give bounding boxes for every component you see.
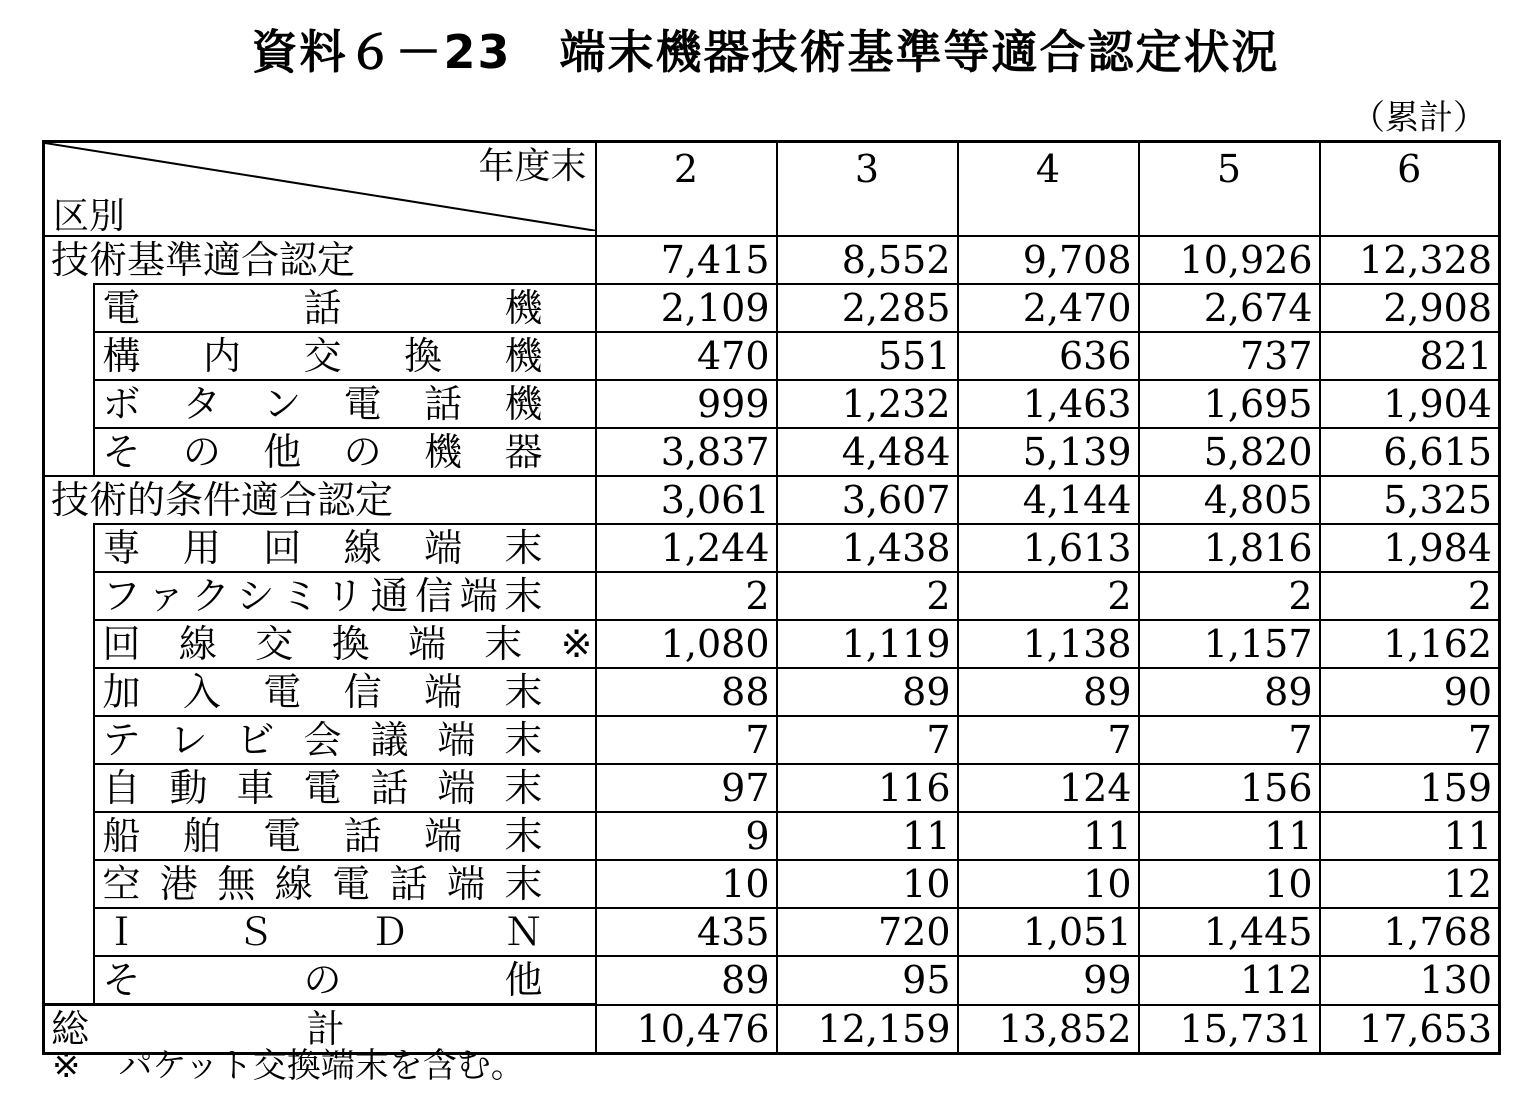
row-label-char: 内 xyxy=(202,334,241,378)
unit-label: （累計） xyxy=(1351,98,1487,138)
value-cell: 99 xyxy=(958,956,1139,1005)
indent-cell xyxy=(44,620,94,668)
value-cell: 551 xyxy=(777,332,958,380)
value-cell: 3,607 xyxy=(777,476,958,524)
row-label-char: タ xyxy=(182,382,221,426)
category-label: 技術的条件適合認定 xyxy=(44,476,596,524)
value-cell: 636 xyxy=(958,332,1139,380)
value-cell: 130 xyxy=(1320,956,1500,1005)
indent-cell xyxy=(44,668,94,716)
value-cell: 6,615 xyxy=(1320,428,1500,476)
indent-cell xyxy=(44,812,94,860)
row-label-char: の xyxy=(182,430,221,474)
value-cell: 2,674 xyxy=(1139,284,1320,332)
value-cell: 13,852 xyxy=(958,1005,1139,1054)
row-label-char: 線 xyxy=(178,622,217,666)
item-label-cell xyxy=(94,332,596,380)
value-cell: 5,139 xyxy=(958,428,1139,476)
row-label-char: シ xyxy=(236,574,275,618)
row-label-char: 換 xyxy=(403,334,442,378)
row-label-char: 構 xyxy=(102,334,141,378)
row-label-char: 加 xyxy=(102,670,141,714)
row-label-char: 信 xyxy=(415,574,454,618)
value-cell: 89 xyxy=(777,668,958,716)
row-label-char: 専 xyxy=(102,526,141,570)
table-row xyxy=(44,620,1500,668)
year-header: 4 xyxy=(958,142,1139,237)
value-cell: 89 xyxy=(1139,668,1320,716)
row-label xyxy=(103,670,595,714)
row-label-char: 港 xyxy=(159,862,198,906)
row-label-char: 線 xyxy=(343,526,382,570)
row-label-char: 機 xyxy=(424,430,463,474)
value-cell: 12,159 xyxy=(777,1005,958,1054)
value-cell: 10 xyxy=(1139,860,1320,908)
value-cell: 89 xyxy=(958,668,1139,716)
row-label-char: Ｓ xyxy=(236,910,275,954)
value-cell: 2 xyxy=(1139,572,1320,620)
row-label xyxy=(103,622,595,666)
row-label xyxy=(103,910,595,954)
value-cell: 7 xyxy=(1320,716,1500,764)
table-row xyxy=(44,860,1500,908)
indent-cell xyxy=(44,908,94,956)
value-cell: 2,109 xyxy=(596,284,777,332)
row-label-char: 自 xyxy=(102,766,141,810)
value-cell: 821 xyxy=(1320,332,1500,380)
year-header: 3 xyxy=(777,142,958,237)
item-label-cell xyxy=(94,716,596,764)
row-label xyxy=(103,574,595,618)
row-label-char: 末 xyxy=(484,622,523,666)
row-label xyxy=(103,862,595,906)
table-row xyxy=(44,524,1500,572)
value-cell: 11 xyxy=(958,812,1139,860)
table-row xyxy=(44,812,1500,860)
item-label-cell xyxy=(94,428,596,476)
footnote-text: パケット交換端末を含む。 xyxy=(118,1046,525,1086)
row-label-char: 端 xyxy=(407,622,446,666)
indent-cell xyxy=(44,380,94,428)
value-cell: 1,080 xyxy=(596,620,777,668)
row-label-char: 車 xyxy=(236,766,275,810)
indent-cell xyxy=(44,524,94,572)
row-label xyxy=(103,958,595,1002)
row-label-char: 話 xyxy=(389,862,428,906)
row-label-char: 他 xyxy=(504,958,543,1002)
value-cell: 10 xyxy=(777,860,958,908)
row-label-char: 換 xyxy=(331,622,370,666)
row-label-char: 端 xyxy=(447,862,486,906)
row-label-char: 電 xyxy=(102,286,141,330)
value-cell: 1,613 xyxy=(958,524,1139,572)
value-cell: 737 xyxy=(1139,332,1320,380)
row-label-char: リ xyxy=(325,574,364,618)
row-label-char: 空 xyxy=(102,862,141,906)
value-cell: 1,904 xyxy=(1320,380,1500,428)
row-label-char: 線 xyxy=(274,862,313,906)
value-cell: 1,051 xyxy=(958,908,1139,956)
value-cell: 112 xyxy=(1139,956,1320,1005)
table-row xyxy=(44,764,1500,812)
footnote-mark: ※ xyxy=(52,1046,81,1086)
item-label-cell xyxy=(94,860,596,908)
row-label-char: レ xyxy=(169,718,208,762)
row-label-char: フ xyxy=(102,574,141,618)
value-cell: 3,837 xyxy=(596,428,777,476)
category-label: 技術基準適合認定 xyxy=(44,236,596,284)
value-cell: 4,144 xyxy=(958,476,1139,524)
value-cell: 10,926 xyxy=(1139,236,1320,284)
value-cell: 3,061 xyxy=(596,476,777,524)
row-label-char: 船 xyxy=(102,814,141,858)
row-label-char: 議 xyxy=(370,718,409,762)
row-label-char: 末 xyxy=(504,574,543,618)
value-cell: 1,138 xyxy=(958,620,1139,668)
year-header: 6 xyxy=(1320,142,1500,237)
table-row xyxy=(44,668,1500,716)
category-row xyxy=(44,236,1500,284)
value-cell: 2,908 xyxy=(1320,284,1500,332)
row-label-char: 用 xyxy=(182,526,221,570)
total-label-char: 総 xyxy=(51,1007,90,1051)
value-cell: 12 xyxy=(1320,860,1500,908)
row-label-char: 話 xyxy=(303,286,342,330)
row-label-char: テ xyxy=(102,718,141,762)
value-cell: 97 xyxy=(596,764,777,812)
value-cell: 159 xyxy=(1320,764,1500,812)
row-label-char: 端 xyxy=(437,766,476,810)
year-header: 2 xyxy=(596,142,777,237)
indent-cell xyxy=(44,572,94,620)
value-cell: 4,805 xyxy=(1139,476,1320,524)
row-label-char: 端 xyxy=(459,574,498,618)
value-cell: 116 xyxy=(777,764,958,812)
row-label-char: そ xyxy=(102,430,141,474)
value-cell: 90 xyxy=(1320,668,1500,716)
value-cell: 1,162 xyxy=(1320,620,1500,668)
row-label-char: 末 xyxy=(504,670,543,714)
row-label-char: 回 xyxy=(102,622,141,666)
row-label-char: 末 xyxy=(504,862,543,906)
row-label-char: そ xyxy=(102,958,141,1002)
row-label-char: 機 xyxy=(504,334,543,378)
row-label-char: 信 xyxy=(343,670,382,714)
row-label-char: 電 xyxy=(332,862,371,906)
table-row xyxy=(44,380,1500,428)
value-cell: 999 xyxy=(596,380,777,428)
row-label-char: 器 xyxy=(504,430,543,474)
row-label-char: 入 xyxy=(182,670,221,714)
value-cell: 11 xyxy=(1139,812,1320,860)
indent-cell xyxy=(44,284,94,332)
value-cell: 470 xyxy=(596,332,777,380)
footnote xyxy=(52,1046,525,1086)
row-label-char: の xyxy=(343,430,382,474)
item-label-cell xyxy=(94,524,596,572)
value-cell: 435 xyxy=(596,908,777,956)
indent-cell xyxy=(44,860,94,908)
row-label-char: 舶 xyxy=(182,814,221,858)
value-cell: 1,157 xyxy=(1139,620,1320,668)
row-label xyxy=(103,526,595,570)
page-title: 資料６－23 端末機器技術基準等適合認定状況 xyxy=(251,25,1280,79)
row-label-char: 無 xyxy=(217,862,256,906)
value-cell: 1,463 xyxy=(958,380,1139,428)
value-cell: 7 xyxy=(1139,716,1320,764)
total-label-char: 計 xyxy=(306,1007,345,1051)
value-cell: 1,232 xyxy=(777,380,958,428)
value-cell: 1,438 xyxy=(777,524,958,572)
value-cell: 1,695 xyxy=(1139,380,1320,428)
value-cell: 2 xyxy=(1320,572,1500,620)
row-label-char: ァ xyxy=(147,574,186,618)
row-label-char: Ｎ xyxy=(504,910,543,954)
row-label-char: 交 xyxy=(255,622,294,666)
row-label-char: 端 xyxy=(424,526,463,570)
item-label-cell xyxy=(94,956,596,1005)
row-label-char: 動 xyxy=(169,766,208,810)
row-label xyxy=(103,430,595,474)
row-label-char: 末 xyxy=(504,766,543,810)
value-cell: 156 xyxy=(1139,764,1320,812)
row-label-char: 端 xyxy=(437,718,476,762)
value-cell: 9 xyxy=(596,812,777,860)
item-label-cell xyxy=(94,284,596,332)
table-row xyxy=(44,956,1500,1005)
value-cell: 17,653 xyxy=(1320,1005,1500,1054)
indent-cell xyxy=(44,764,94,812)
row-label-char: ボ xyxy=(102,382,141,426)
value-cell: 12,328 xyxy=(1320,236,1500,284)
row-label-char: 電 xyxy=(303,766,342,810)
row-label-char: 交 xyxy=(303,334,342,378)
row-label-char: 他 xyxy=(263,430,302,474)
row-label-char: 電 xyxy=(263,670,302,714)
value-cell: 11 xyxy=(777,812,958,860)
value-cell: 2,470 xyxy=(958,284,1139,332)
value-cell: 11 xyxy=(1320,812,1500,860)
row-header-label: 区別 xyxy=(53,196,126,236)
value-cell: 10 xyxy=(596,860,777,908)
table-row xyxy=(44,908,1500,956)
row-label-char: 話 xyxy=(370,766,409,810)
value-cell: 95 xyxy=(777,956,958,1005)
table-row xyxy=(44,284,1500,332)
row-label xyxy=(103,286,595,330)
value-cell: 9,708 xyxy=(958,236,1139,284)
value-cell: 1,445 xyxy=(1139,908,1320,956)
item-label-cell xyxy=(94,572,596,620)
value-cell: 2 xyxy=(777,572,958,620)
row-label-char: 話 xyxy=(343,814,382,858)
year-header: 5 xyxy=(1139,142,1320,237)
row-label xyxy=(103,766,595,810)
item-label-cell xyxy=(94,620,596,668)
row-label-char: 回 xyxy=(263,526,302,570)
table-row xyxy=(44,716,1500,764)
row-label-char: 端 xyxy=(424,670,463,714)
column-header-label: 年度末 xyxy=(478,146,587,187)
value-cell: 88 xyxy=(596,668,777,716)
row-label-char: ン xyxy=(263,382,302,426)
value-cell: 5,820 xyxy=(1139,428,1320,476)
row-label-char: ミ xyxy=(281,574,320,618)
row-label-char: ビ xyxy=(236,718,275,762)
value-cell: 720 xyxy=(777,908,958,956)
row-label xyxy=(103,382,595,426)
row-label-char: Ｉ xyxy=(102,910,141,954)
value-cell: 2 xyxy=(596,572,777,620)
value-cell: 1,984 xyxy=(1320,524,1500,572)
row-label-char: ク xyxy=(191,574,230,618)
item-label-cell xyxy=(94,764,596,812)
row-label-char: ※ xyxy=(560,622,593,666)
table-row xyxy=(44,428,1500,476)
row-label-char: 通 xyxy=(370,574,409,618)
item-label-cell xyxy=(94,380,596,428)
item-label-cell xyxy=(94,812,596,860)
data-table xyxy=(42,140,1501,1055)
value-cell: 10,476 xyxy=(596,1005,777,1054)
value-cell: 7 xyxy=(958,716,1139,764)
row-label-char: 電 xyxy=(263,814,302,858)
indent-cell xyxy=(44,716,94,764)
value-cell: 4,484 xyxy=(777,428,958,476)
value-cell: 1,816 xyxy=(1139,524,1320,572)
indent-cell xyxy=(44,956,94,1005)
value-cell: 2 xyxy=(958,572,1139,620)
row-label-char: 末 xyxy=(504,814,543,858)
item-label-cell xyxy=(94,908,596,956)
value-cell: 2,285 xyxy=(777,284,958,332)
value-cell: 1,244 xyxy=(596,524,777,572)
row-label-char: 末 xyxy=(504,526,543,570)
header-row xyxy=(44,142,1500,237)
value-cell: 1,119 xyxy=(777,620,958,668)
row-label-char: 話 xyxy=(424,382,463,426)
corner-header-cell xyxy=(44,142,596,237)
category-row xyxy=(44,476,1500,524)
value-cell: 8,552 xyxy=(777,236,958,284)
row-label-char: 機 xyxy=(504,286,543,330)
item-label-cell xyxy=(94,668,596,716)
value-cell: 89 xyxy=(596,956,777,1005)
indent-cell xyxy=(44,332,94,380)
row-label xyxy=(103,334,595,378)
value-cell: 7 xyxy=(596,716,777,764)
row-label-char: Ｄ xyxy=(370,910,409,954)
value-cell: 7,415 xyxy=(596,236,777,284)
row-label xyxy=(103,718,595,762)
indent-cell xyxy=(44,428,94,476)
value-cell: 5,325 xyxy=(1320,476,1500,524)
row-label-char: 機 xyxy=(504,382,543,426)
row-label-char: 末 xyxy=(504,718,543,762)
value-cell: 124 xyxy=(958,764,1139,812)
row-label-char: 会 xyxy=(303,718,342,762)
table-row xyxy=(44,332,1500,380)
value-cell: 10 xyxy=(958,860,1139,908)
row-label-char: の xyxy=(303,958,342,1002)
value-cell: 15,731 xyxy=(1139,1005,1320,1054)
table-row xyxy=(44,572,1500,620)
row-label-char: 端 xyxy=(424,814,463,858)
row-label-char: 電 xyxy=(343,382,382,426)
value-cell: 1,768 xyxy=(1320,908,1500,956)
row-label xyxy=(103,814,595,858)
value-cell: 7 xyxy=(777,716,958,764)
